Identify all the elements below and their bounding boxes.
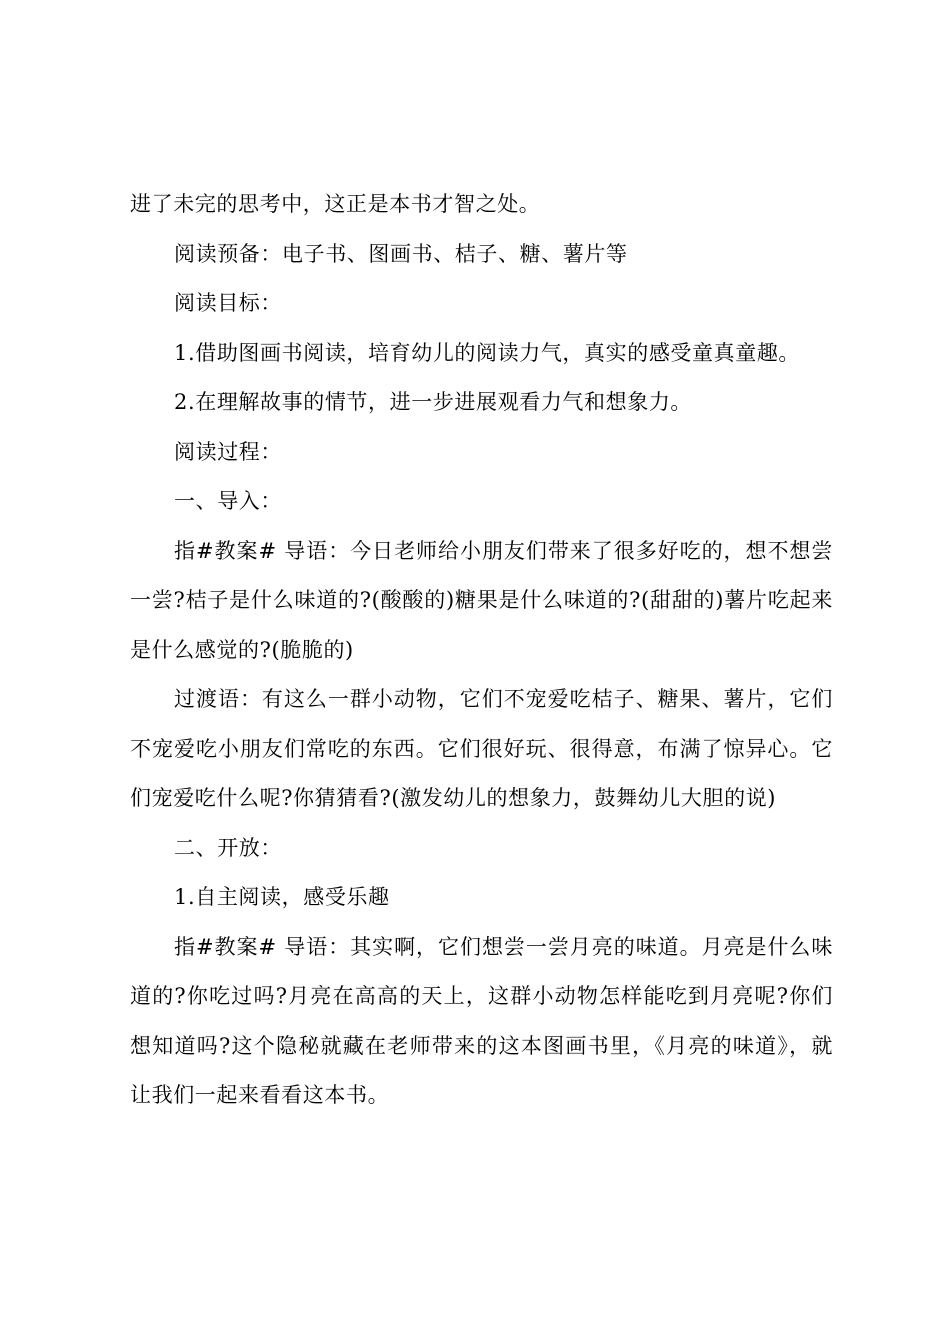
paragraph-reading-preparation: 阅读预备：电子书、图画书、桔子、糖、薯片等 bbox=[174, 241, 628, 266]
paragraph-introduction-guide: 指#教案# 导语：今日老师给小朋友们带来了很多好吃的，想不想尝一尝?桔子是什么味道的?(酸酸的)糖果是什么味道的?(甜甜的)薯片吃起来是什么感觉的?(脆脆的) bbox=[130, 538, 833, 662]
heading-reading-goals: 阅读目标： bbox=[174, 291, 282, 315]
section-heading-open: 二、开放： bbox=[174, 835, 282, 860]
paragraph-moon-guide: 指#教案# 导语：其实啊，它们想尝一尝月亮的味道。月亮是什么味道的?你吃过吗?月亮在高高的天上，这群小动物怎样能吃到月亮呢?你们想知道吗?这个隐秘就藏在老师带来的这本图画书里，《月亮的味道》，就让我们一起来看看这本书。 bbox=[130, 934, 833, 1107]
heading-reading-process: 阅读过程： bbox=[174, 439, 282, 464]
subsection-self-reading: 1.自主阅读，感受乐趣 bbox=[174, 885, 390, 909]
goal-item-2: 2.在理解故事的情节，进一步进展观看力气和想象力。 bbox=[174, 390, 693, 414]
goal-item-1: 1.借助图画书阅读，培育幼儿的阅读力气，真实的感受童真童趣。 bbox=[174, 340, 801, 365]
section-heading-introduction: 一、导入： bbox=[174, 489, 282, 513]
document-body bbox=[130, 180, 833, 1121]
paragraph-continuation: 进了未完的思考中，这正是本书才智之处。 bbox=[130, 192, 541, 216]
paragraph-transition: 过渡语：有这么一群小动物，它们不宠爱吃桔子、糖果、薯片，它们不宠爱吃小朋友们常吃的东西。它们很好玩、很得意，布满了惊异心。它们宠爱吃什么呢?你猜猜看?(激发幼儿的想象力，鼓舞幼儿大胆的说) bbox=[130, 687, 833, 810]
